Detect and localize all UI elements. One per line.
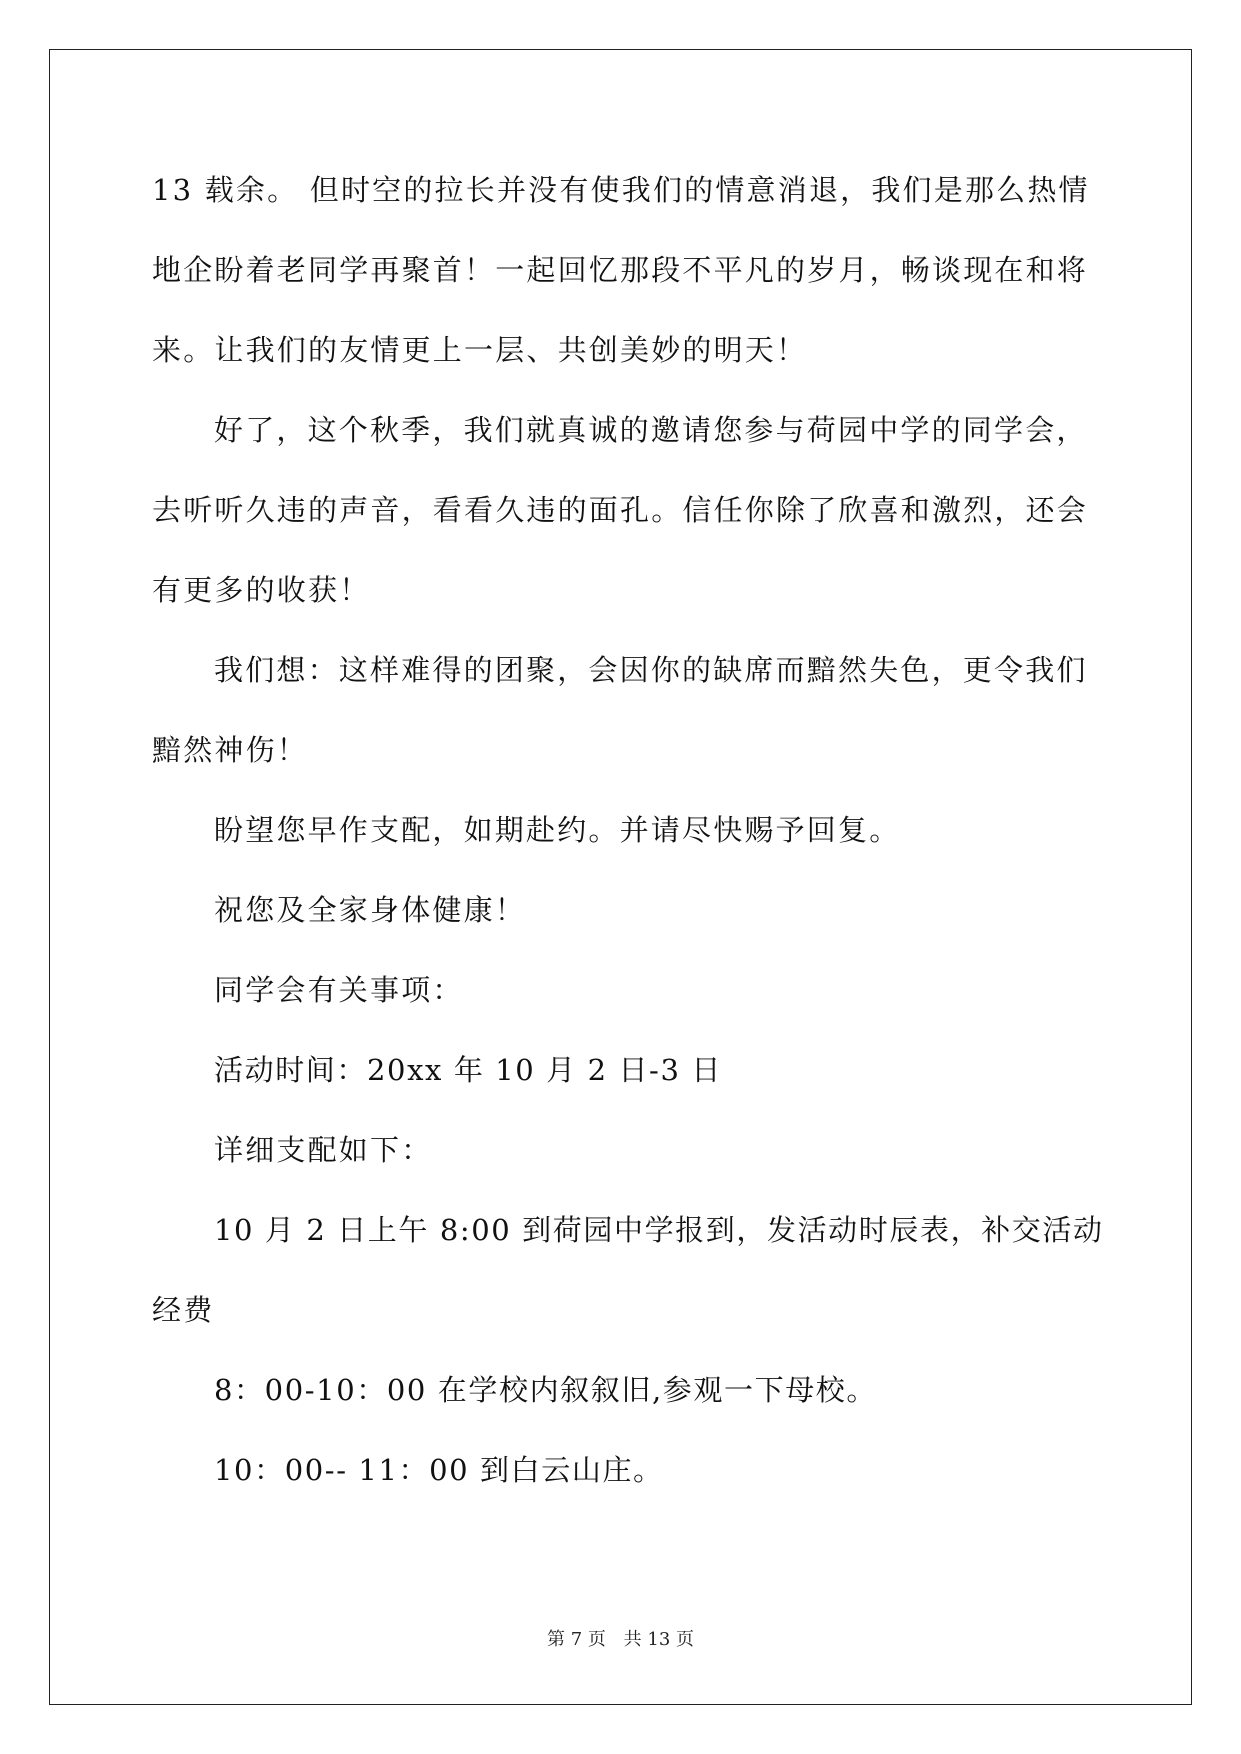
text-line: 地企盼着老同学再聚首！一起回忆那段不平凡的岁月，畅谈现在和将 [152,253,1089,287]
text-line: 来。让我们的友情更上一层、共创美妙的明天！ [152,333,808,367]
text-line: 13 载余。 但时空的拉长并没有使我们的情意消退，我们是那么热情 [152,173,1090,207]
text-line: 去听听久违的声音，看看久违的面孔。信任你除了欣喜和激烈，还会 [152,493,1089,527]
page-footer [0,1628,1241,1652]
text-line: 8：00-10：00 在学校内叙叙旧,参观一下母校。 [214,1373,877,1407]
text-line: 好了，这个秋季，我们就真诚的邀请您参与荷园中学的同学会， [214,413,1088,447]
text-line: 有更多的收获！ [152,573,371,607]
total-pages: 共 13 页 [623,1629,694,1650]
text-line: 10 月 2 日上午 8:00 到荷园中学报到，发活动时辰表，补交活动 [214,1213,1104,1247]
text-line: 详细支配如下： [214,1133,433,1167]
text-line: 同学会有关事项： [214,973,464,1007]
text-line: 活动时间：20xx 年 10 月 2 日-3 日 [214,1053,722,1087]
page-number: 第 7 页 [547,1629,606,1650]
text-line: 祝您及全家身体健康！ [214,893,527,927]
text-line: 我们想：这样难得的团聚，会因你的缺席而黯然失色，更令我们 [214,653,1088,687]
text-line: 经费 [152,1293,215,1327]
text-line: 10：00-- 11：00 到白云山庄。 [214,1453,664,1487]
text-line: 盼望您早作支配，如期赴约。并请尽快赐予回复。 [214,813,901,847]
text-line: 黯然神伤！ [152,733,309,767]
